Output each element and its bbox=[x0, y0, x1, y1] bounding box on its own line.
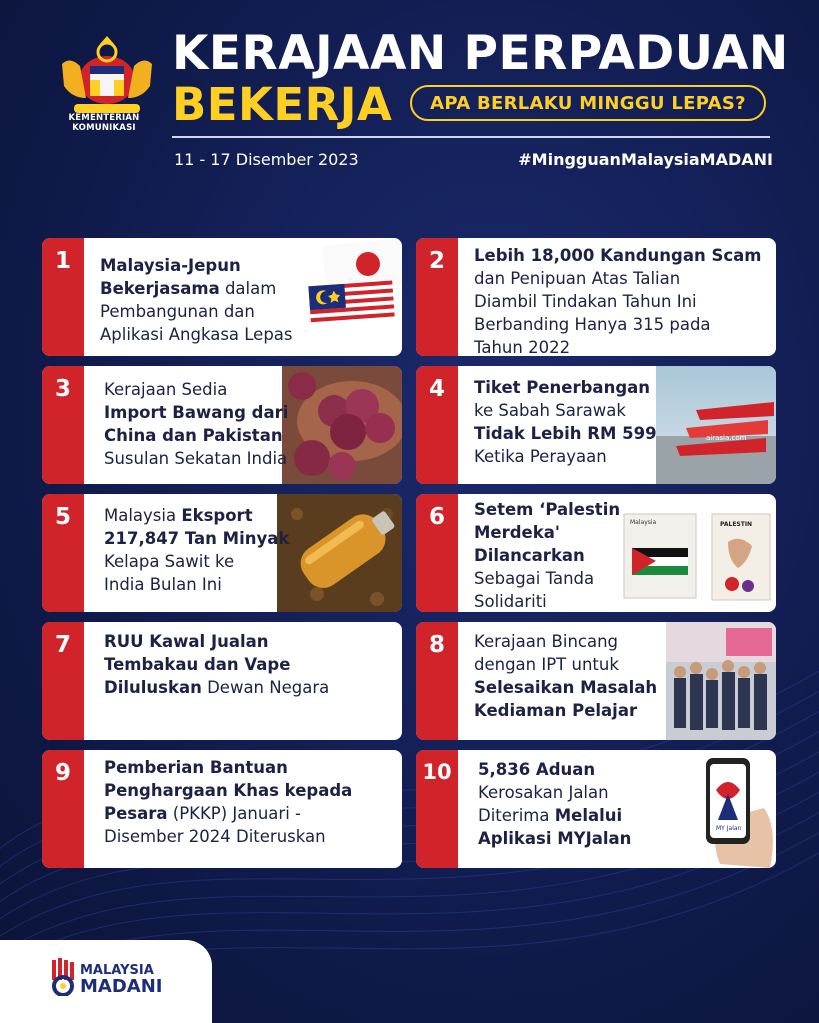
palm-oil-image bbox=[277, 494, 402, 612]
card-number-badge bbox=[416, 238, 458, 356]
footer-logo-line1: MALAYSIA bbox=[80, 963, 154, 978]
news-card-4[interactable] bbox=[416, 366, 776, 484]
card-number: 3 bbox=[54, 376, 71, 402]
card-number-badge bbox=[42, 494, 84, 612]
page-title-line2: BEKERJA bbox=[172, 78, 393, 131]
airplanes-image bbox=[656, 366, 776, 484]
card-number-badge bbox=[42, 622, 84, 740]
news-card-5[interactable] bbox=[42, 494, 402, 612]
card-number-badge bbox=[416, 622, 458, 740]
ministry-label: KEMENTERIAN KOMUNIKASI bbox=[68, 113, 140, 133]
card-number-badge bbox=[416, 750, 458, 868]
card-text: Malaysia-Jepun Bekerjasama dalam Pembangunan dan Aplikasi Angkasa Lepas bbox=[100, 256, 293, 344]
card-number-badge bbox=[42, 366, 84, 484]
card-text: Pemberian Bantuan Penghargaan Khas kepada Pesara (PKKP) Januari - Disember 2024 Diteruskan bbox=[104, 758, 353, 846]
news-card-8[interactable] bbox=[416, 622, 776, 740]
card-number-badge bbox=[42, 238, 84, 356]
news-card-7[interactable] bbox=[42, 622, 402, 740]
card-text: Lebih 18,000 Kandungan Scam dan Penipuan Atas Talian Diambil Tindakan Tahun Ini Berbanding Hanya 315 pada Tahun 2022 bbox=[474, 246, 762, 356]
date-range: 11 - 17 Disember 2023 bbox=[174, 150, 359, 169]
card-number-badge bbox=[42, 750, 84, 868]
onions-image bbox=[282, 366, 402, 484]
card-number: 7 bbox=[54, 632, 71, 658]
card-number: 10 bbox=[422, 760, 452, 784]
phone-app-image bbox=[680, 750, 776, 868]
coat-of-arms-logo bbox=[52, 36, 162, 120]
news-card-1[interactable] bbox=[42, 238, 402, 356]
subtitle-pill: APA BERLAKU MINGGU LEPAS? bbox=[410, 85, 766, 121]
svg-text:airasia.com: airasia.com bbox=[706, 434, 747, 442]
card-number: 5 bbox=[54, 504, 71, 530]
news-card-3[interactable] bbox=[42, 366, 402, 484]
card-number-badge bbox=[416, 366, 458, 484]
news-card-10[interactable] bbox=[416, 750, 776, 868]
footer-logo-line2: MADANI bbox=[80, 976, 163, 997]
card-text: Kerajaan Bincang dengan IPT untuk Selesaikan Masalah Kediaman Pelajar bbox=[474, 632, 658, 720]
svg-text:PALESTIN: PALESTIN bbox=[720, 521, 753, 528]
svg-text:Malaysia: Malaysia bbox=[630, 519, 657, 526]
svg-text:MY Jalan: MY Jalan bbox=[716, 825, 742, 832]
malaysia-madani-logo-icon bbox=[50, 958, 76, 996]
card-number-badge bbox=[416, 494, 458, 612]
card-text: Setem ‘Palestin Merdeka' Dilancarkan Sebagai Tanda Solidariti bbox=[474, 500, 621, 611]
flags-image bbox=[302, 238, 402, 356]
card-number: 9 bbox=[54, 760, 71, 786]
card-number: 1 bbox=[54, 248, 71, 274]
people-event-image bbox=[666, 622, 776, 740]
hashtag: #MingguanMalaysiaMADANI bbox=[518, 150, 773, 169]
card-number: 8 bbox=[428, 632, 445, 658]
card-text: RUU Kawal Jualan Tembakau dan Vape Diluluskan Dewan Negara bbox=[104, 632, 330, 697]
card-text: Malaysia Eksport 217,847 Tan Minyak Kelapa Sawit ke India Bulan Ini bbox=[104, 506, 290, 594]
page-title-line1: KERAJAAN PERPADUAN bbox=[172, 26, 789, 81]
card-text: 5,836 Aduan Kerosakan Jalan Diterima Melalui Aplikasi MYJalan bbox=[478, 760, 632, 848]
news-card-9[interactable] bbox=[42, 750, 402, 868]
card-text: Kerajaan Sedia Import Bawang dari China dan Pakistan Susulan Sekatan India bbox=[104, 380, 289, 468]
card-number: 2 bbox=[428, 248, 445, 274]
card-text: Tiket Penerbangan ke Sabah Sarawak Tidak Lebih RM 599 Ketika Perayaan bbox=[474, 378, 657, 466]
stamps-image bbox=[616, 494, 776, 612]
card-number: 6 bbox=[428, 504, 445, 530]
news-card-2[interactable] bbox=[416, 238, 776, 356]
header-divider bbox=[172, 136, 770, 138]
news-card-6[interactable] bbox=[416, 494, 776, 612]
card-number: 4 bbox=[428, 376, 445, 402]
